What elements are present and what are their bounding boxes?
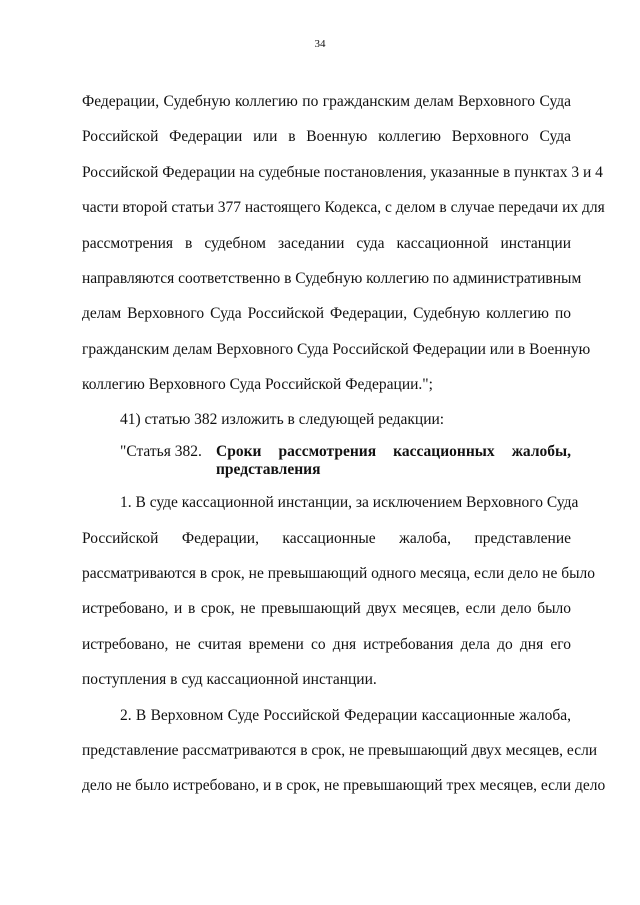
text-line: гражданским делам Верховного Суда Российской Федерации или в Военную [82,341,591,358]
text-line: коллегию Верховного Суда Российской Федерации."; [82,376,433,393]
text-line: Федерации, Судебную коллегию по гражданским делам Верховного Суда [82,93,571,110]
page-number: 34 [314,38,326,50]
article-label: "Статья 382. [120,443,202,460]
paragraph-1-line: рассматриваются в срок, не превышающий одного месяца, если дело не было [82,565,595,582]
paragraph-1-line: истребовано, не считая времени со дня истребования дела до дня его [82,636,571,653]
paragraph-1-line: 1. В суде кассационной инстанции, за исключением Верховного Суда [120,494,579,511]
text-line: 41) статью 382 изложить в следующей редакции: [120,411,445,428]
text-line: Российской Федерации на судебные постановления, указанные в пунктах 3 и 4 [82,164,603,181]
text-line: Российской Федерации или в Военную коллегию Верховного Суда [82,128,571,145]
paragraph-1-line: истребовано, и в срок, не превышающий двух месяцев, если дело было [82,600,571,617]
text-line: направляются соответственно в Судебную коллегию по административным [82,270,582,287]
text-line: части второй статьи 377 настоящего Кодекса, с делом в случае передачи их для [82,199,605,216]
paragraph-1-line: Российской Федерации, кассационные жалоба, представление [82,530,571,547]
paragraph-2-line: дело не было истребовано, и в срок, не превышающий трех месяцев, если дело [82,777,606,794]
text-line: делам Верховного Суда Российской Федерации, Судебную коллегию по [82,305,571,322]
article-title-continued: представления [216,461,321,478]
article-title: Сроки рассмотрения кассационных жалобы, [216,443,571,460]
paragraph-1-line: поступления в суд кассационной инстанции. [82,671,377,688]
paragraph-2-line: представление рассматриваются в срок, не превышающий двух месяцев, если [82,742,598,759]
text-line: рассмотрения в судебном заседании суда кассационной инстанции [82,235,571,252]
paragraph-2-line: 2. В Верховном Суде Российской Федерации кассационные жалоба, [120,707,571,724]
